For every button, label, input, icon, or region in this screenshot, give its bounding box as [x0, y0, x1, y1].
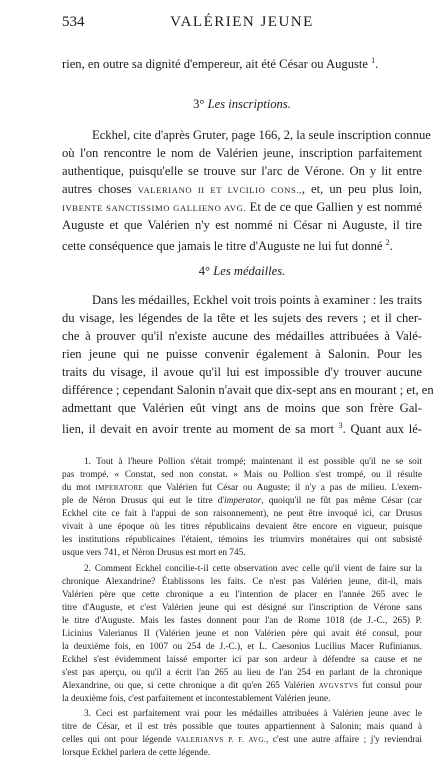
footnote-line: titre de César, et il est très possible que toutes appartiennent à Salonin; mais quand à	[62, 722, 422, 732]
footnote-line: chronique Alexandrine? Établissons les faits. Ce n'est pas Valérien jeune, dit-il, mais	[62, 577, 422, 587]
footnote-ref-1: 1	[371, 56, 376, 65]
footnote-ref-2: 2	[385, 238, 390, 247]
footnote-2: 2. Comment Eckhel concilie-t-il cette observation avec celle qu'il vient de faire sur la	[84, 564, 422, 574]
text-line: IVBENTE SANCTISSIMO GALLIENO AVG. Et de ce que Gallien y est nommé	[62, 200, 422, 214]
text-line: Dans les médailles, Eckhel voit trois points à examiner : les traits	[92, 293, 422, 307]
footnote-line: Licinius Valerianus II (Valérien jeune et non Valérien père qui avait été consul, pour	[62, 629, 422, 639]
page-number: 534	[62, 14, 85, 30]
footnote-line: Eckhel s'est évidemment laissé emporter ici par son ardeur à défendre sa cause et ne	[62, 655, 422, 665]
footnote-line: Valérien père que cette chronique a eu l'intention de placer en l'année 265 avec le	[62, 590, 422, 600]
text-line: où l'on rencontre le nom de Valérien jeune, inscription parfaitement	[62, 146, 422, 160]
footnote-line: s'est pas aperçu, ou qu'il a écrit l'an 265 au lieu de l'an 254 en parlant de la chronique	[62, 668, 422, 678]
section-heading-medailles: 4° Les médailles.	[198, 264, 286, 278]
inscription-quote: IVBENTE SANCTISSIMO GALLIENO AVG.	[62, 203, 247, 213]
footnote-3: 3. Ceci est parfaitement vrai pour les médailles attribuées à Valérien jeune avec le	[84, 709, 422, 719]
text-line: Auguste et que Valérien n'y est nommé ni César ni Auguste, il tire	[62, 218, 422, 232]
text-line: authentique, puisqu'elle se trouve sur l'arc de Vérone. On y lit entre	[62, 164, 422, 178]
footnote-line: la deuxième fois, c'est parfaitement et incontestablement Valérien jeune.	[62, 694, 331, 704]
running-title: VALÉRIEN JEUNE	[170, 14, 314, 30]
text-line: admettant que Valérien eût vingt ans de moins que son frère Gal-	[62, 401, 422, 415]
footnote-line: vivait à une époque où les titres républicains devaient être encore en vigueur, puisque	[62, 522, 422, 532]
footnote-line: la deuxième fois, en 1007 ou 254 de J.-C.), et L. Caesonius Lucilius Macer Rufinianus.	[62, 642, 422, 652]
footnote-line: usque vers 741, et Néron Drusus est mort en 745.	[62, 548, 246, 558]
text-line: lien, il devait en avoir trente au moment de sa mort $^3$. Quant aux lé-	[62, 421, 422, 436]
footnote-line: les institutions républicaines l'étaient, témoins les triumvirs monétaires qui ont subsisté	[62, 535, 422, 545]
footnote-line: lorsque Eckhel parlera de cette légende.	[62, 748, 211, 758]
text-line: rien jeune qui ne puisse convenir également à Salonin. Pour les	[62, 347, 422, 361]
page-header	[62, 14, 422, 34]
footnote-line: Eckhel cite ce fait à l'appui de son raisonnement), ne peut être invoqué ici, car Drusus	[62, 509, 422, 519]
text-line: cette conséquence que jamais le titre d'Auguste ne lui fut donné $^2$.	[62, 238, 393, 253]
footnote-line: pas trompé. « Constat, sed non constat. » Mais ou Pollion s'est trompé, ou il résulte	[62, 470, 422, 480]
footnote-1: 1. Tout à l'heure Pollion s'était trompé; maintenant il est possible qu'il ne se soit	[84, 457, 422, 467]
footnote-line: le titre d'Auguste. Mais les fastes donnent pour l'an de Rome 1018 (de J.-C., 265) P.	[62, 616, 422, 626]
footnote-line: du mot IMPERATORE que Valérien fut César ou Auguste; il n'y a pas de milieu. L'exem-	[62, 483, 423, 493]
text-line: traits du visage, il avoue qu'il lui est impossible d'y trouver aucune	[62, 365, 422, 379]
text-line: Eckhel, cite d'après Gruter, page 166, 2, la seule inscription connue	[92, 128, 431, 142]
footnote-line: celles qui ont pour légende VALERIANVS P. F. AVG., c'est une autre affaire ; j'y reviendrai	[62, 735, 423, 745]
section-heading-inscriptions: 3° Les inscriptions.	[193, 97, 291, 111]
text-line: différence ; cependant Salonin n'avait que dix-sept ans en mourant ; et, en	[62, 383, 434, 397]
inscription-quote: VALERIANO II ET LVCILIO CONS.,	[137, 185, 302, 195]
text-line: rien, en outre sa dignité d'empereur, ait été César ou Auguste $^1$.	[62, 56, 379, 71]
text-line: che à prouver qu'il n'existe aucune des médailles attribuées à Valé-	[62, 329, 422, 343]
text-line: du visage, les légendes de la tête et les sujets des revers ; et il cher-	[62, 311, 422, 325]
text-line: autres choses VALERIANO II ET LVCILIO CONS.,, et, un peu plus loin,	[62, 182, 423, 196]
footnote-line: titre d'Auguste, et c'est Valérien jeune qui est désigné sur l'inscription de Vérone sans	[62, 603, 422, 613]
footnote-line: ple de Néron Drusus qui eut le titre d'imperator, quoiqu'il ne fût pas même César (car	[62, 496, 422, 506]
footnote-line: Alexandrine, ou que, si cette chronique a dit qu'en 265 Valérien AVGVSTVS fut consul pour	[62, 681, 423, 691]
footnote-ref-3: 3	[338, 421, 343, 430]
